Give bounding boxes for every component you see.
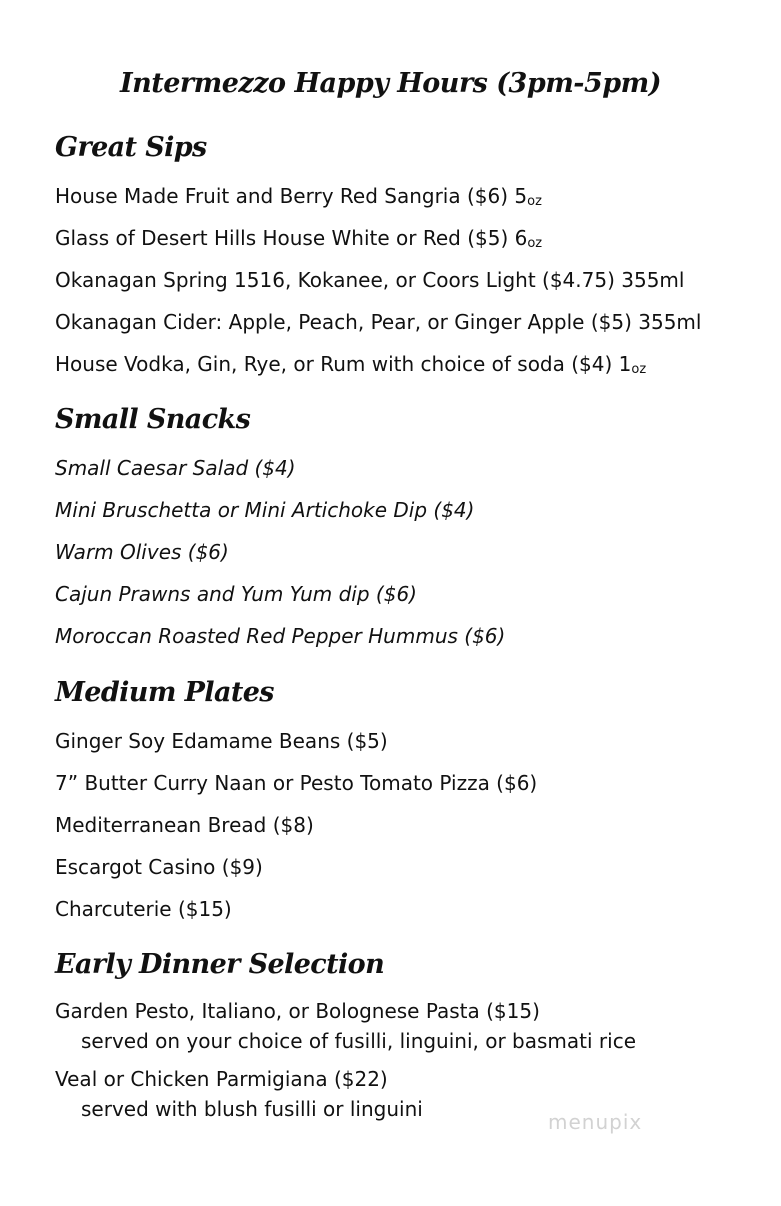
menu-item: Warm Olives ($6): [55, 540, 229, 564]
section-heading-early-dinner: Early Dinner Selection: [55, 949, 385, 980]
section-early-dinner: [55, 948, 755, 1132]
menu-item: Mediterranean Bread ($8): [55, 813, 314, 837]
menu-item: Small Caesar Salad ($4): [55, 456, 296, 480]
menu-item: Escargot Casino ($9): [55, 855, 263, 879]
menu-item: Mini Bruschetta or Mini Artichoke Dip ($4): [55, 498, 475, 522]
section-great-sips: [55, 131, 755, 385]
menu-item-description: served on your choice of fusilli, linguini, or basmati rice: [81, 1029, 636, 1053]
section-heading-medium-plates: Medium Plates: [55, 677, 274, 708]
menu-item: [55, 996, 755, 1056]
menu-item: Ginger Soy Edamame Beans ($5): [55, 729, 388, 753]
section-heading-great-sips: Great Sips: [55, 132, 207, 163]
menu-item: Okanagan Spring 1516, Kokanee, or Coors Light ($4.75) 355ml: [55, 268, 685, 292]
menu-item: Glass of Desert Hills House White or Red ($5) 6oz: [55, 226, 543, 251]
menu-item: House Vodka, Gin, Rye, or Rum with choice of soda ($4) 1oz: [55, 352, 647, 377]
menu-item: [55, 1064, 755, 1124]
menu-item: Charcuterie ($15): [55, 897, 232, 921]
menu-item-description: served with blush fusilli or linguini: [81, 1097, 423, 1121]
menu-item: Cajun Prawns and Yum Yum dip ($6): [55, 582, 417, 606]
section-small-snacks: [55, 403, 755, 657]
menu-item-name: Veal or Chicken Parmigiana ($22): [55, 1067, 388, 1091]
section-heading-small-snacks: Small Snacks: [55, 404, 251, 435]
menu-item: Moroccan Roasted Red Pepper Hummus ($6): [55, 624, 506, 648]
watermark-logo: menupix: [548, 1110, 643, 1134]
menu-item: 7” Butter Curry Naan or Pesto Tomato Pizza ($6): [55, 771, 538, 795]
section-medium-plates: [55, 676, 755, 930]
page-title: Intermezzo Happy Hours (3pm-5pm): [119, 68, 661, 99]
menu-item: House Made Fruit and Berry Red Sangria ($6) 5oz: [55, 184, 542, 209]
menu-item-name: Garden Pesto, Italiano, or Bolognese Pasta ($15): [55, 999, 540, 1023]
menu-item: Okanagan Cider: Apple, Peach, Pear, or Ginger Apple ($5) 355ml: [55, 310, 702, 334]
